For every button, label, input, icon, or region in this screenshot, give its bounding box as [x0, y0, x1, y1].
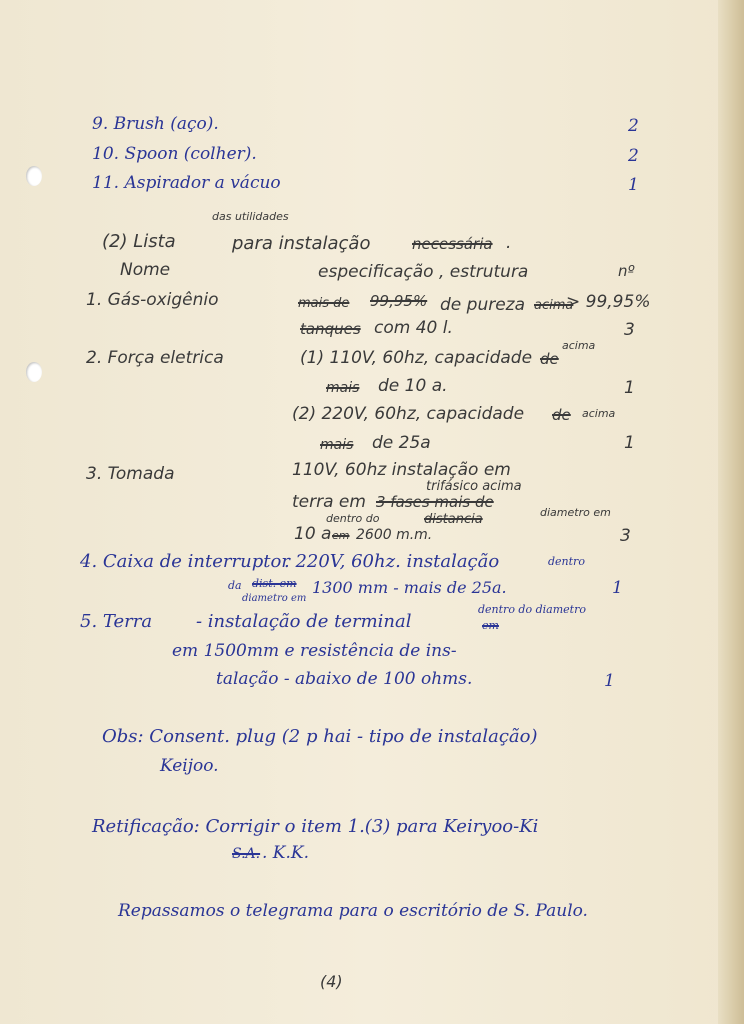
- item-9-qty: 2: [628, 116, 639, 136]
- page-number: (4): [320, 972, 343, 991]
- item4-line2: 1300 mm - mais de 25a.: [312, 578, 507, 597]
- item2-b-line2: de 25a: [372, 433, 431, 453]
- item-10-text: 10. Spoon (colher).: [92, 144, 257, 164]
- item3-qty: 3: [620, 526, 631, 546]
- item5-name: 5. Terra: [80, 611, 153, 632]
- section2-end: .: [506, 233, 512, 253]
- punch-hole: [26, 362, 42, 382]
- item1-struck2: 99,95%: [370, 292, 428, 310]
- obs-line1: Obs: Consent. plug (2 p hai - tipo de instalação): [102, 726, 538, 747]
- item3-name: 3. Tomada: [86, 464, 175, 484]
- item5-qty: 1: [604, 671, 615, 691]
- retification-line2: . K.K.: [262, 843, 310, 863]
- item-11-qty: 1: [628, 175, 639, 195]
- item4-line2-da: da: [228, 579, 242, 592]
- item5-line3: talação - abaixo de 100 ohms.: [216, 669, 473, 689]
- item3-line2a: terra em: [292, 492, 366, 512]
- item3-line2-struck: 3 fases mais de: [376, 493, 494, 511]
- item2-a-insert: acima: [562, 339, 596, 352]
- closing-line: Repassamos o telegrama para o escritório de S. Paulo.: [118, 901, 588, 921]
- item3-insert-trifasico: trifásico acima: [426, 479, 522, 494]
- column-spec: especificação , estrutura: [318, 262, 529, 282]
- item-10-qty: 2: [628, 146, 639, 166]
- item5-line1-struck: em: [482, 619, 499, 632]
- item1-name: 1. Gás-oxigênio: [86, 290, 219, 310]
- item1-spec-a: de pureza: [440, 295, 526, 315]
- item2-a-line2: de 10 a.: [378, 376, 448, 396]
- section2-insert: das utilidades: [212, 210, 289, 223]
- item5-line1: - instalação de terminal: [196, 611, 412, 632]
- retification-struck: S.A.: [232, 846, 261, 862]
- item4-line2-struck: dist. em: [252, 577, 297, 590]
- item4-name: 4. Caixa de interruptor: [80, 551, 290, 572]
- item2-b-qty: 1: [624, 433, 635, 453]
- item4-line1: . 220V, 60hz. instalação: [284, 551, 500, 572]
- item4-line2-insert: diametro em: [242, 593, 307, 604]
- item2-b-struck: de: [552, 406, 571, 424]
- item2-a-struck: de: [540, 350, 559, 368]
- item3-line3-insert: dentro do: [326, 512, 380, 525]
- item3-line3b: 2600 m.m.: [356, 527, 433, 543]
- item1-struck4: tanques: [300, 320, 361, 338]
- item2-b-line1: (2) 220V, 60hz, capacidade: [292, 404, 525, 424]
- column-nome: Nome: [120, 260, 171, 280]
- section2-prefix: (2) Lista: [102, 231, 176, 252]
- retification-line1: Retificação: Corrigir o item 1.(3) para Keiryoo-Ki: [92, 816, 539, 837]
- item5-line2: em 1500mm e resistência de ins-: [172, 641, 457, 661]
- item1-struck1: mais de: [298, 296, 350, 311]
- item2-a-line1: (1) 110V, 60hz, capacidade: [300, 348, 533, 368]
- item2-b-struck2: mais: [320, 437, 354, 453]
- item3-line3-struck: distancia: [424, 512, 483, 527]
- item5-insert: dentro do diametro: [478, 603, 586, 616]
- item2-name: 2. Força eletrica: [86, 348, 224, 368]
- item1-spec-b: > 99,95%: [566, 292, 651, 312]
- item4-insert-dentro: dentro: [548, 555, 585, 568]
- column-n: nº: [618, 262, 635, 280]
- item3-line3-struck2: em: [332, 529, 350, 542]
- item3-line3a: 10 a: [294, 524, 332, 544]
- item1-spec-c: com 40 l.: [374, 318, 453, 338]
- item2-a-qty: 1: [624, 378, 635, 398]
- item3-line3-insert2: diametro em: [540, 506, 611, 519]
- punch-hole: [26, 166, 42, 186]
- item-11-text: 11. Aspirador a vácuo: [92, 173, 281, 193]
- item2-b-insert: acima: [582, 407, 616, 420]
- item1-qty: 3: [624, 320, 635, 340]
- section2-mid: para instalação: [232, 233, 371, 254]
- paper-edge: [718, 0, 744, 1024]
- obs-line2: Keijoo.: [160, 756, 219, 776]
- section2-struck: necessária: [412, 235, 493, 253]
- item2-a-struck2: mais: [326, 380, 360, 396]
- item4-qty: 1: [612, 578, 623, 598]
- item1-struck3: acima: [534, 298, 574, 313]
- item-9-text: 9. Brush (aço).: [92, 114, 219, 134]
- item3-line1: 110V, 60hz instalação em: [292, 460, 511, 480]
